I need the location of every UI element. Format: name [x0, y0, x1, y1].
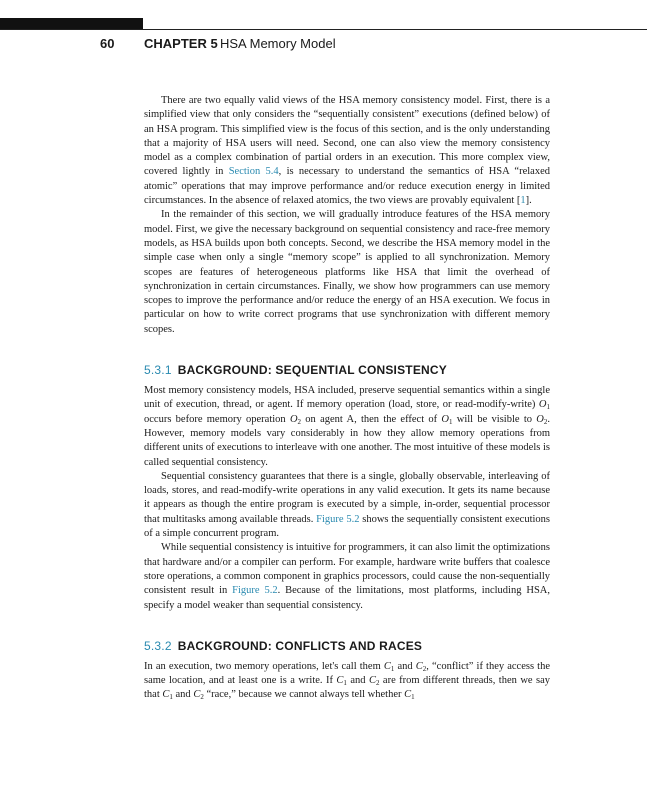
math-symbol: O — [536, 413, 544, 425]
text-run: are from different threads, then we say that — [144, 675, 550, 701]
header-rule — [0, 29, 647, 30]
section1-paragraph-1 — [144, 384, 550, 470]
page-number: 60 — [100, 36, 115, 51]
math-subscript: 2 — [200, 693, 204, 702]
section-title: BACKGROUND: CONFLICTS AND RACES — [177, 638, 423, 653]
text-run: , is necessary to understand the semantics of HSA “relaxed atomic” operations that may improve performance and/or reduce execution energy in limited circumstances. In the absence of relaxed atomics, the two views are provably equivalent [ — [144, 166, 550, 207]
math-symbol: O — [441, 413, 449, 425]
chapter-title: HSA Memory Model — [220, 36, 336, 51]
math-symbol: C — [415, 660, 423, 672]
page-body — [144, 94, 550, 703]
section-number: 5.3.2 — [144, 638, 172, 653]
math-subscript: 2 — [375, 679, 380, 688]
citation-link[interactable]: 1 — [520, 195, 526, 207]
math-symbol: O — [538, 399, 547, 411]
text-run: . Because of the limitations, most platforms, including HSA, specify a model weaker than sequential consistency. — [144, 585, 550, 611]
section-heading-5-3-1 — [144, 363, 550, 377]
math-symbol: C — [193, 689, 201, 701]
math-subscript: 1 — [411, 693, 415, 702]
text-run: will be visible to — [452, 413, 537, 425]
math-subscript: 2 — [297, 417, 302, 426]
text-run: Sequential consistency guarantees that there is a single, globally observable, interleaving of loads, stores, and read-modify-write operations in any valid execution. It gets its name because it appears as though the entire program is executed by a simple, in-order, sequential processor that multitasks among available threads. — [144, 470, 550, 525]
section1-paragraph-3 — [144, 541, 550, 612]
math-symbol: C — [368, 675, 376, 687]
math-symbol: C — [336, 675, 344, 687]
section-number: 5.3.1 — [144, 363, 172, 378]
math-subscript: 1 — [169, 693, 173, 702]
text-run: In an execution, two memory operations, let's call them — [144, 660, 384, 672]
section-5-4-link[interactable]: Section 5.4 — [228, 166, 279, 178]
section1-paragraph-2 — [144, 470, 550, 541]
figure-5-2-link[interactable]: Figure 5.2 — [316, 513, 360, 525]
text-run: . However, memory models vary considerably in how they allow memory operations from different units of executions to interleave with one another. The most intuitive of these models is called sequential consistency. — [144, 413, 550, 468]
text-run: shows the sequentially consistent executions of a simple concurrent program. — [144, 513, 550, 540]
text-run: and — [394, 660, 416, 672]
text-run: There are two equally valid views of the HSA memory consistency model. First, there is a simplified view that only considers the “sequentially consistent” executions (defined below) of an HSA program. This simplified view is the focus of this section, and is the only understanding that a majority of HSA users will need. Second, one can also view the memory consistency model as a complex combination of partial orders in an execution. This more complex view, covered lightly in — [144, 95, 550, 178]
math-symbol: C — [162, 689, 170, 701]
math-symbol: O — [289, 413, 298, 425]
math-subscript: 2 — [422, 664, 427, 673]
text-run: “race,” because we cannot always tell whether — [203, 689, 405, 701]
math-subscript: 2 — [543, 417, 548, 426]
text-run: and — [346, 675, 369, 687]
math-subscript: 1 — [390, 664, 395, 673]
math-symbol: C — [383, 660, 391, 672]
math-subscript: 1 — [546, 403, 550, 412]
text-run: While sequential consistency is intuitive for programmers, it can also limit the optimizations that hardware and/or a compiler can perform. For example, hardware write buffers that coalesce store operations, a common component in graphics processors, could cause the non-sequentially consistent result in — [144, 542, 550, 597]
running-header — [0, 36, 647, 54]
section-heading-5-3-2 — [144, 639, 550, 653]
text-run: , “conflict” if they access the same location, and at least one is a write. If — [144, 660, 550, 687]
text-run: on agent A, then the effect of — [301, 413, 442, 425]
section-title: BACKGROUND: SEQUENTIAL CONSISTENCY — [177, 363, 447, 378]
figure-5-2-link[interactable]: Figure 5.2 — [232, 585, 278, 597]
text-run: occurs before memory operation — [144, 413, 290, 425]
intro-paragraph-1 — [144, 94, 550, 208]
text-run: Most memory consistency models, HSA included, preserve sequential semantics within a single unit of execution, thread, or agent. If memory operation (load, store, or read-modify-write) — [144, 385, 550, 411]
text-run: and — [172, 689, 194, 701]
section2-paragraph-1 — [144, 660, 550, 703]
math-symbol: C — [404, 689, 412, 701]
intro-paragraph-2: In the remainder of this section, we will gradually introduce features of the HSA memory model. First, we give the necessary background on sequential consistency and race-free memory models, as HSA builds upon both concepts. Second, we describe the HSA memory model in the simple case when only a single “memory scope” is applied to all synchronization. Memory scopes are features of heterogeneous platforms like HSA that limit the overhead of synchronization in certain circumstances. Finally, we show how programmers can use memory scopes to improve the performance and/or reduce the energy of an HSA execution. We focus in particular on how to write correct programs that use synchronization with different memory scopes. — [144, 209, 550, 335]
math-subscript: 1 — [343, 679, 347, 688]
math-subscript: 1 — [449, 417, 453, 426]
chapter-label: CHAPTER 5 — [144, 36, 218, 51]
text-run: ]. — [525, 195, 532, 207]
